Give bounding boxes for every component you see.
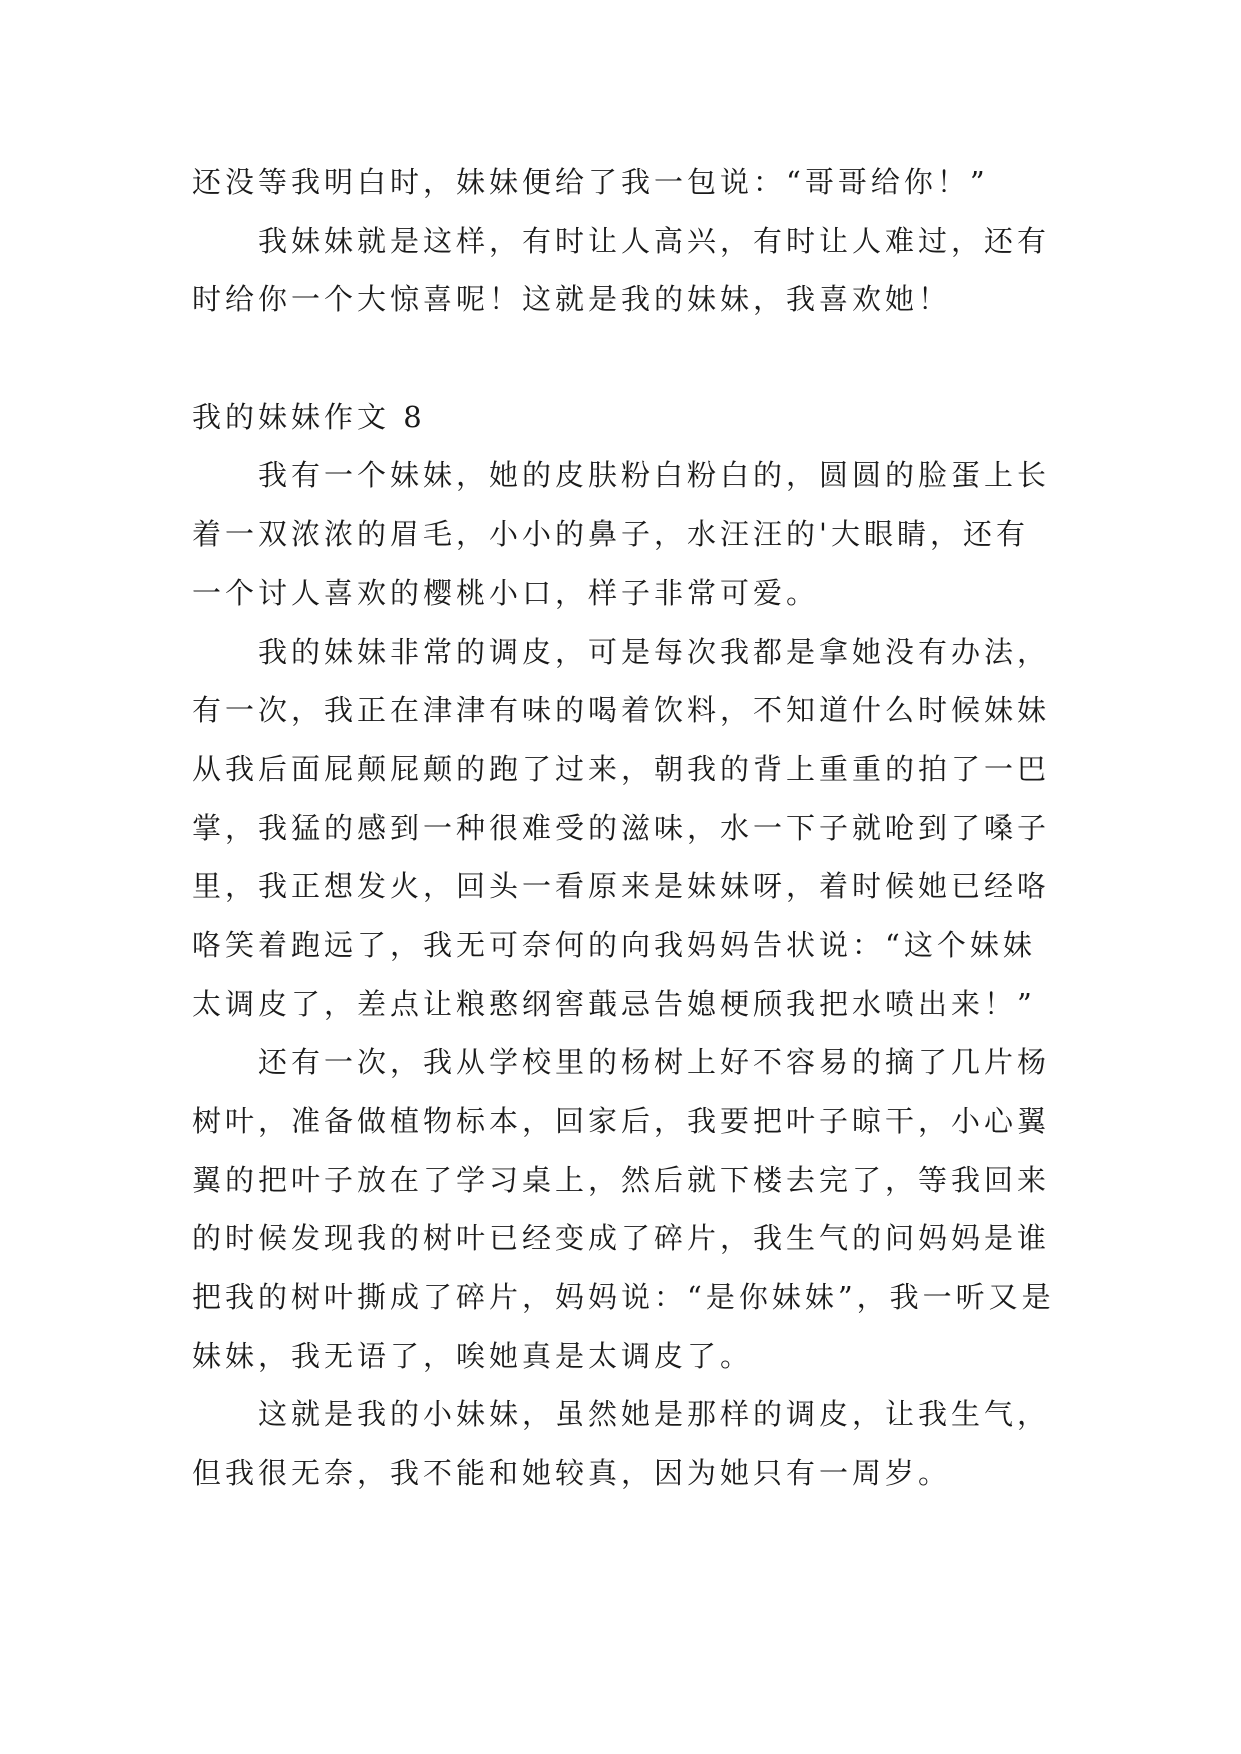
paragraph-line: 有一次，我正在津津有味的喝着饮料，不知道什么时候妹妹 bbox=[192, 693, 1051, 728]
paragraph-line: 一个讨人喜欢的樱桃小口，样子非常可爱。 bbox=[192, 575, 820, 610]
paragraph-ending bbox=[192, 1385, 1092, 1502]
paragraph-line: 咯笑着跑远了，我无可奈何的向我妈妈告状说：“这个妹妹 bbox=[192, 927, 1036, 962]
paragraph-drink-story bbox=[192, 623, 1092, 1034]
paragraph-leaf-story bbox=[192, 1033, 1092, 1385]
document-body bbox=[192, 153, 1092, 1503]
paragraph-line: 我妹妹就是这样，有时让人高兴，有时让人难过，还有 bbox=[258, 223, 1051, 258]
paragraph-line: 我的妹妹非常的调皮，可是每次我都是拿她没有办法， bbox=[258, 634, 1051, 669]
paragraph-line: 树叶，准备做植物标本，回家后，我要把叶子晾干，小心翼 bbox=[192, 1104, 1051, 1138]
paragraph-line: 把我的树叶撕成了碎片，妈妈说：“是你妹妹”，我一听又是 bbox=[192, 1280, 1055, 1315]
paragraph-line: 还没等我明白时，妹妹便给了我一包说：“哥哥给你！” bbox=[192, 165, 989, 199]
paragraph-description bbox=[192, 446, 1092, 622]
essay-title: 我的妹妹作文 8 bbox=[192, 399, 426, 434]
paragraph-line: 着一双浓浓的眉毛，小小的鼻子，水汪汪的'大眼睛，还有 bbox=[192, 517, 1029, 552]
paragraph-line: 掌，我猛的感到一种很难受的滋味，水一下子就呛到了嗓子 bbox=[192, 810, 1051, 845]
paragraph-line: 时给你一个大惊喜呢！这就是我的妹妹，我喜欢她！ bbox=[192, 282, 952, 317]
paragraph-line: 从我后面屁颠屁颠的跑了过来，朝我的背上重重的拍了一巴 bbox=[192, 751, 1051, 786]
paragraph-line: 的时候发现我的树叶已经变成了碎片，我生气的问妈妈是谁 bbox=[192, 1221, 1051, 1256]
paragraph-line: 但我很无奈，我不能和她较真，因为她只有一周岁。 bbox=[192, 1456, 952, 1491]
blank-line bbox=[192, 329, 1092, 388]
paragraph-line: 我有一个妹妹，她的皮肤粉白粉白的，圆圆的脸蛋上长 bbox=[258, 458, 1051, 493]
paragraph-continuation bbox=[192, 153, 1092, 212]
paragraph-line: 翼的把叶子放在了学习桌上，然后就下楼去完了，等我回来 bbox=[192, 1162, 1051, 1197]
paragraph-conclusion bbox=[192, 212, 1092, 329]
paragraph-line: 里，我正想发火，回头一看原来是妹妹呀，着时候她已经咯 bbox=[192, 869, 1051, 904]
paragraph-line: 这就是我的小妹妹，虽然她是那样的调皮，让我生气， bbox=[258, 1397, 1051, 1432]
paragraph-line: 太调皮了，差点让粮憨纲窖蕺忌告媳梗颀我把水喷出来！” bbox=[192, 986, 1036, 1021]
paragraph-line: 妹妹，我无语了，唉她真是太调皮了。 bbox=[192, 1338, 754, 1373]
paragraph-line: 还有一次，我从学校里的杨树上好不容易的摘了几片杨 bbox=[258, 1045, 1051, 1080]
